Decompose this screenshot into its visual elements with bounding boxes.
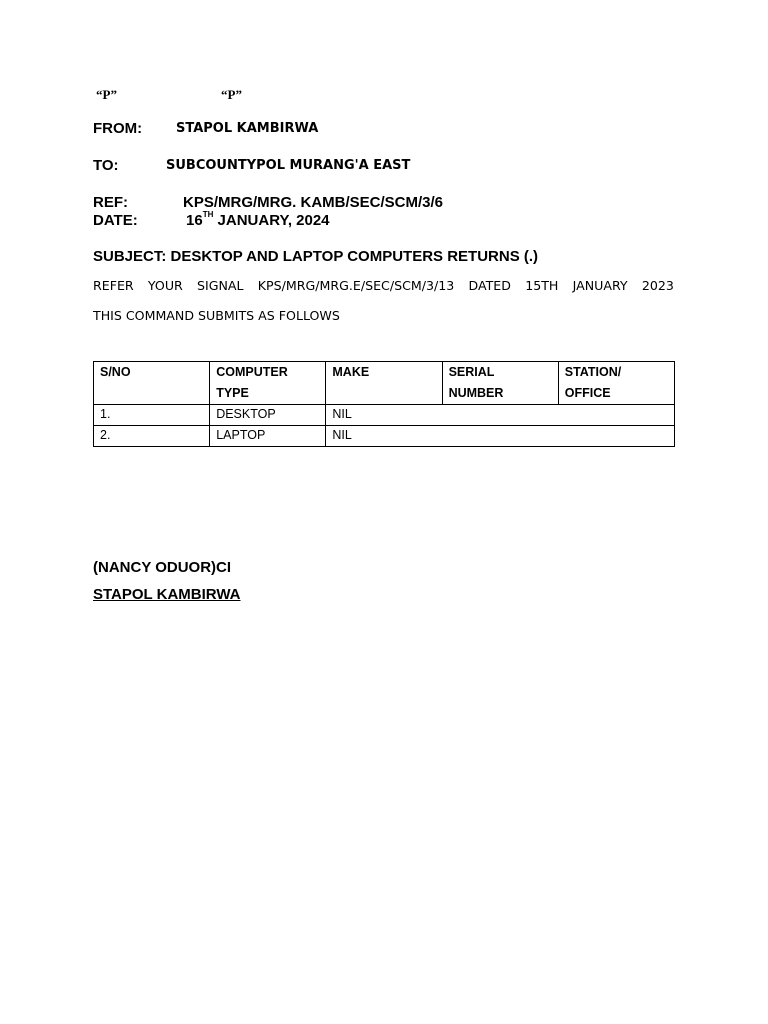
from-label: FROM: (93, 120, 143, 137)
header-make: MAKE (326, 362, 442, 405)
subject-line: SUBJECT: DESKTOP AND LAPTOP COMPUTERS RETURNS (.) (93, 248, 539, 265)
refer-word: 2023 (641, 278, 674, 293)
to-value: SUBCOUNTYPOL MURANG'A EAST (166, 158, 411, 173)
table-row (94, 405, 675, 426)
signatory-office: STAPOL KAMBIRWA (93, 586, 241, 603)
header-station-office: STATION/ OFFICE (558, 362, 674, 405)
table-header-row (94, 362, 675, 405)
from-value: STAPOL KAMBIRWA (176, 121, 319, 136)
date-day-suffix: TH (202, 210, 214, 219)
date-rest: JANUARY, 2024 (217, 212, 330, 229)
submits-line: THIS COMMAND SUBMITS AS FOLLOWS (93, 308, 340, 323)
header-computer-type: COMPUTER TYPE (210, 362, 326, 405)
refer-word: YOUR (147, 278, 183, 293)
security-mark-left: “P” (96, 87, 117, 102)
security-mark-right: “P” (221, 87, 242, 102)
cell-make: NIL (326, 405, 675, 426)
refer-line (93, 278, 674, 293)
refer-word: SIGNAL (197, 278, 244, 293)
refer-word: 15TH (525, 278, 559, 293)
refer-word: JANUARY (572, 278, 628, 293)
cell-make: NIL (326, 426, 675, 447)
cell-sno: 2. (94, 426, 210, 447)
signatory-name: (NANCY ODUOR)CI (93, 559, 232, 576)
ref-value: KPS/MRG/MRG. KAMB/SEC/SCM/3/6 (183, 194, 444, 211)
to-label: TO: (93, 157, 119, 174)
header-serial-number: SERIAL NUMBER (442, 362, 558, 405)
ref-label: REF: (93, 194, 128, 211)
cell-type: DESKTOP (210, 405, 326, 426)
computer-returns-table (93, 361, 675, 447)
date-label: DATE: (93, 212, 138, 229)
date-value (186, 212, 330, 229)
refer-word: DATED (468, 278, 511, 293)
refer-word: REFER (93, 278, 134, 293)
cell-sno: 1. (94, 405, 210, 426)
cell-type: LAPTOP (210, 426, 326, 447)
table-row (94, 426, 675, 447)
header-sno: S/NO (94, 362, 210, 405)
refer-word: KPS/MRG/MRG.E/SEC/SCM/3/13 (257, 278, 455, 293)
date-day: 16 (186, 212, 203, 229)
